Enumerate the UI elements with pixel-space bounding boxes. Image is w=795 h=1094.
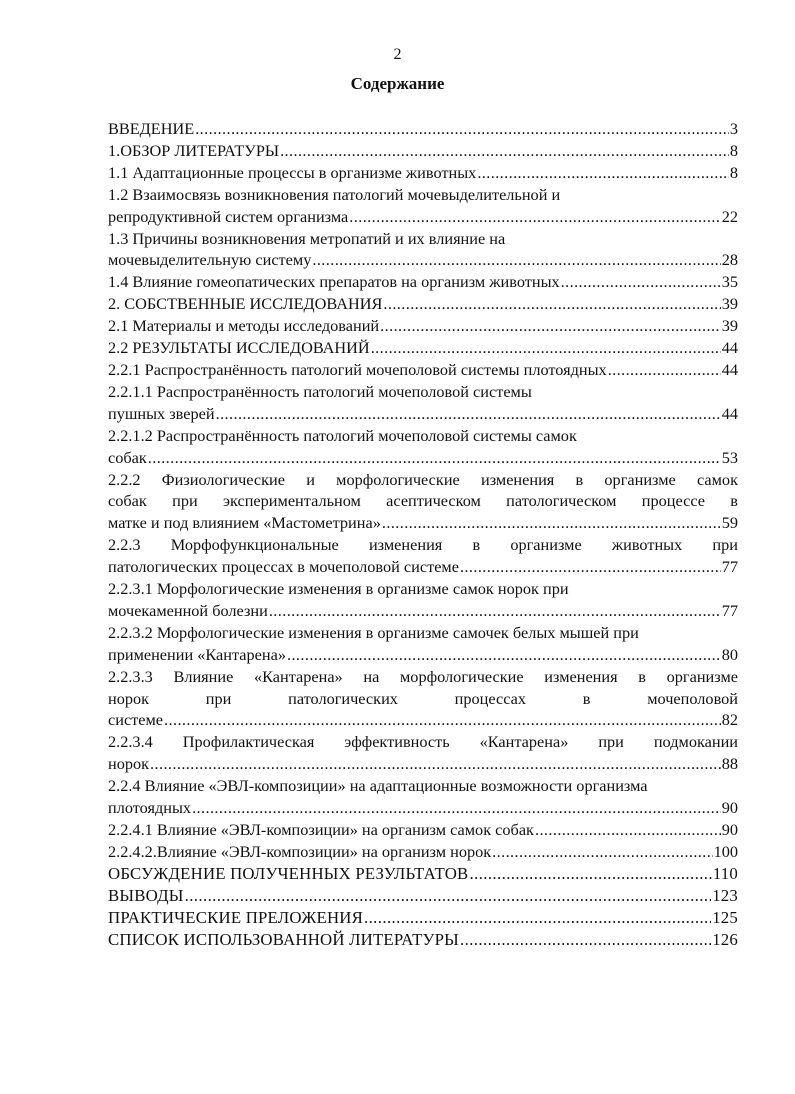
toc-entry-title: 1.4 Влияние гомеопатических препаратов на организм животных	[108, 272, 560, 292]
toc-page-number: 59	[721, 513, 738, 533]
dot-leader	[608, 359, 721, 381]
toc-leader-line	[108, 118, 738, 140]
toc-entry-title: ОБСУЖДЕНИЕ ПОЛУЧЕННЫХ РЕЗУЛЬТАТОВ	[108, 863, 469, 883]
toc-entry	[108, 293, 738, 315]
toc-entry	[108, 885, 738, 907]
page-number: 2	[393, 46, 402, 63]
dot-leader	[312, 249, 720, 271]
toc-leader-line	[108, 907, 738, 929]
toc-leader-line	[108, 271, 738, 293]
toc-leader-line	[108, 293, 738, 315]
toc-entry-title-line: 2.2.4 Влияние «ЭВЛ-композиции» на адаптационные возможности организма	[108, 776, 648, 796]
toc-entry	[108, 228, 738, 272]
toc-entry-title: 2.2 РЕЗУЛЬТАТЫ ИССЛЕДОВАНИЙ	[108, 338, 370, 358]
dot-leader	[150, 753, 721, 775]
toc-page-number: 77	[721, 557, 738, 577]
toc-entry-title: применении «Кантарена»	[108, 644, 286, 664]
toc-leader-line	[108, 512, 738, 534]
toc-leader-line	[108, 885, 738, 907]
toc-page-number: 39	[721, 316, 738, 336]
toc-entry-title: 1.1 Адаптационные процессы в организме животных	[108, 162, 477, 182]
toc-page-number: 22	[721, 206, 738, 226]
toc-page-number: 3	[729, 119, 738, 138]
dot-leader	[492, 841, 712, 863]
toc-leader-line	[108, 447, 738, 469]
toc-leader-line	[108, 556, 738, 578]
toc-page-number: 100	[713, 841, 738, 861]
toc-leader-line	[108, 249, 738, 271]
toc-entry-title-line: 1.2 Взаимосвязь возникновения патологий мочевыделительной и	[108, 184, 561, 204]
toc-page-number: 126	[712, 929, 738, 949]
toc-entry	[108, 271, 738, 293]
toc-page-number: 28	[721, 250, 738, 270]
toc-entry-title: мочевыделительную систему	[108, 250, 312, 270]
toc-leader-line	[108, 140, 738, 162]
toc-entry	[108, 469, 738, 535]
toc-page-number: 82	[721, 710, 738, 730]
toc-page-number: 35	[721, 272, 738, 292]
toc-entry-title-line: 2.2.3.4 Профилактическая эффективность «Кантарена» при подмокании	[108, 732, 738, 752]
toc-entry	[108, 731, 738, 775]
toc-entry	[108, 534, 738, 578]
toc-entry	[108, 775, 738, 819]
toc-entry	[108, 819, 738, 841]
toc-leader-line	[108, 797, 738, 819]
dot-leader	[383, 293, 720, 315]
toc-leader-line	[108, 929, 738, 951]
toc-entry-title-line: 2.2.1.2 Распространённость патологий мочеполовой системы самок	[108, 425, 577, 445]
toc-leader-line	[108, 403, 738, 425]
toc-entry-title: 2.1 Материалы и методы исследований	[108, 316, 380, 336]
toc-entry	[108, 929, 738, 951]
toc-page-number: 77	[721, 600, 738, 620]
dot-leader	[269, 600, 721, 622]
toc-entry-title-line: норок при патологических процессах в мочеполовой	[108, 688, 738, 708]
toc-leader-line	[108, 315, 738, 337]
toc-entry-title: патологических процессах в мочеполовой системе	[108, 557, 459, 577]
toc-entry-title: 2.2.4.1 Влияние «ЭВЛ-композиции» на организм самок собак	[108, 820, 534, 839]
dot-leader	[287, 644, 721, 666]
dot-leader	[192, 797, 721, 819]
toc-entry	[108, 841, 738, 863]
toc-entry	[108, 140, 738, 162]
toc-page-number: 110	[712, 863, 738, 883]
toc-entry	[108, 118, 738, 140]
toc-entry	[108, 337, 738, 359]
toc-entry-title-line: 1.3 Причины возникновения метропатий и их влияние на	[108, 228, 506, 248]
toc-entry-title: ПРАКТИЧЕСКИЕ ПРЕЛОЖЕНИЯ	[108, 907, 363, 927]
toc-entry-title-line: 2.2.3 Морфофункциональные изменения в организме животных при	[108, 535, 738, 555]
page-title: Содержание	[350, 74, 445, 93]
toc-entry-title: собак	[108, 447, 147, 467]
toc-entry-title: плотоядных	[108, 798, 192, 818]
toc-page-number: 8	[729, 140, 738, 160]
toc-leader-line	[108, 819, 738, 841]
dot-leader	[216, 403, 721, 425]
toc-page-number: 123	[712, 885, 738, 905]
dot-leader	[382, 512, 721, 534]
toc-page-number: 44	[721, 403, 738, 423]
dot-leader	[349, 206, 720, 228]
toc-page-number: 44	[721, 359, 738, 379]
dot-leader	[195, 118, 729, 140]
toc-entry-title: пушных зверей	[108, 403, 215, 423]
toc-entry-title: репродуктивной систем организма	[108, 206, 349, 226]
toc-leader-line	[108, 709, 738, 731]
dot-leader	[535, 819, 721, 841]
table-of-contents	[108, 118, 738, 950]
toc-entry-title-line: 2.2.1.1 Распространённость патологий мочеполовой системы	[108, 381, 532, 401]
toc-entry	[108, 184, 738, 228]
dot-leader	[460, 556, 721, 578]
dot-leader	[280, 140, 729, 162]
toc-leader-line	[108, 753, 738, 775]
toc-leader-line	[108, 206, 738, 228]
toc-leader-line	[108, 162, 738, 184]
toc-entry	[108, 907, 738, 929]
dot-leader	[148, 447, 721, 469]
toc-page-number: 53	[721, 447, 738, 467]
dot-leader	[469, 863, 711, 885]
toc-page-number: 8	[729, 162, 738, 182]
toc-leader-line	[108, 644, 738, 666]
dot-leader	[477, 162, 729, 184]
toc-leader-line	[108, 600, 738, 622]
toc-page-number: 44	[721, 338, 738, 358]
toc-page-number: 39	[721, 294, 738, 314]
dot-leader	[371, 337, 721, 359]
toc-entry-title: 2.2.4.2.Влияние «ЭВЛ-композиции» на организм норок	[108, 841, 492, 861]
toc-entry-title: СПИСОК ИСПОЛЬЗОВАННОЙ ЛИТЕРАТУРЫ	[108, 929, 460, 949]
toc-entry	[108, 863, 738, 885]
toc-entry	[108, 425, 738, 469]
toc-entry	[108, 578, 738, 622]
toc-entry	[108, 381, 738, 425]
toc-entry-title-line: 2.2.3.2 Морфологические изменения в организме самочек белых мышей при	[108, 622, 639, 642]
toc-entry-title: норок	[108, 754, 150, 774]
toc-entry-title: ВЫВОДЫ	[108, 885, 184, 905]
toc-entry	[108, 666, 738, 732]
toc-entry	[108, 315, 738, 337]
toc-leader-line	[108, 841, 738, 863]
toc-entry	[108, 359, 738, 381]
toc-page-number: 80	[721, 644, 738, 664]
dot-leader	[185, 885, 712, 907]
toc-page-number: 125	[712, 907, 738, 927]
toc-entry-title: 2.2.1 Распространённость патологий мочеполовой системы плотоядных	[108, 359, 607, 379]
dot-leader	[561, 271, 721, 293]
toc-entry	[108, 622, 738, 666]
toc-entry-title: матке и под влиянием «Мастометрина»	[108, 513, 381, 533]
dot-leader	[364, 907, 711, 929]
toc-entry-title-line: 2.2.3.1 Морфологические изменения в организме самок норок при	[108, 579, 569, 599]
dot-leader	[164, 709, 721, 731]
toc-entry-title-line: собак при экспериментальном асептическом патологическом процессе в	[108, 491, 738, 511]
toc-page-number: 90	[721, 820, 738, 839]
toc-entry-title: системе	[108, 710, 164, 730]
dot-leader	[380, 315, 721, 337]
toc-leader-line	[108, 863, 738, 885]
toc-entry-title: мочекаменной болезни	[108, 600, 268, 620]
toc-leader-line	[108, 359, 738, 381]
toc-entry	[108, 162, 738, 184]
toc-leader-line	[108, 337, 738, 359]
toc-entry-title: 2. СОБСТВЕННЫЕ ИССЛЕДОВАНИЯ	[108, 294, 383, 314]
toc-entry-title-line: 2.2.2 Физиологические и морфологические изменения в организме самок	[108, 469, 738, 489]
toc-entry-title-line: 2.2.3.3 Влияние «Кантарена» на морфологические изменения в организме	[108, 666, 738, 686]
toc-entry-title: ВВЕДЕНИЕ	[108, 119, 195, 138]
toc-page-number: 90	[721, 798, 738, 818]
toc-entry-title: 1.ОБЗОР ЛИТЕРАТУРЫ	[108, 140, 280, 160]
toc-page-number: 88	[721, 754, 738, 774]
dot-leader	[460, 929, 711, 951]
